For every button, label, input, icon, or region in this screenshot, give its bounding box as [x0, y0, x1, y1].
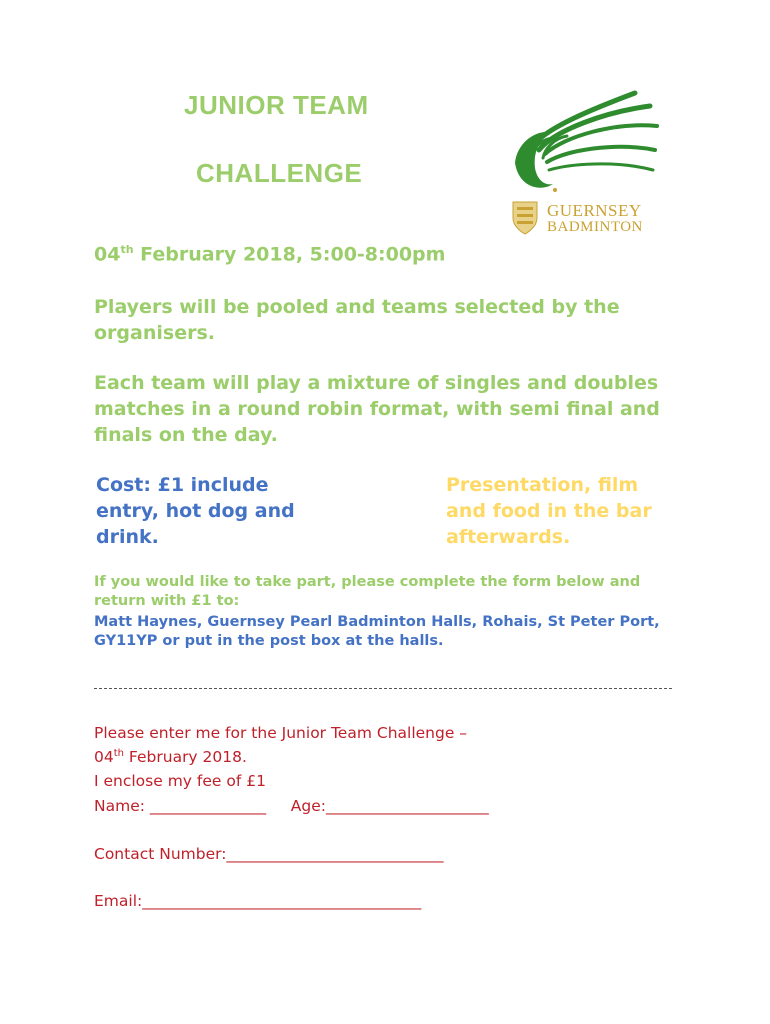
title-line-2: CHALLENGE — [196, 158, 363, 188]
cut-line-divider — [94, 688, 672, 689]
form-date-line: 04th February 2018. — [94, 748, 247, 767]
form-fee-line: I enclose my fee of £1 — [94, 772, 266, 790]
contact-number-field[interactable]: Contact Number:____________________________ — [94, 845, 444, 863]
instructions-text: If you would like to take part, please complete the form below and return with £1 to: — [94, 574, 641, 609]
name-age-field[interactable]: Name: _______________ Age:_____________________ — [94, 797, 489, 815]
cost-text: Cost: £1 include entry, hot dog and drink. — [96, 474, 295, 548]
return-address: Matt Haynes, Guernsey Pearl Badminton Halls, Rohais, St Peter Port, GY11YP or put in the post box at the halls. — [94, 614, 660, 649]
form-entry-line: Please enter me for the Junior Team Challenge – — [94, 724, 468, 742]
presentation-text: Presentation, film and food in the bar afterwards. — [446, 474, 652, 548]
logo-name-line2: BADMINTON — [547, 219, 643, 235]
logo-name-line1: GUERNSEY — [547, 201, 642, 220]
format-paragraph: Each team will play a mixture of singles and doubles matches in a round robin format, with semi final and finals on the day. — [94, 372, 660, 446]
logo-text — [547, 203, 643, 235]
players-paragraph: Players will be pooled and teams selected by the organisers. — [94, 296, 620, 344]
email-field[interactable]: Email:____________________________________ — [94, 892, 422, 910]
guernsey-crest-icon — [510, 200, 540, 236]
title-line-1: JUNIOR TEAM — [184, 90, 369, 120]
event-date: 04th February 2018, 5:00-8:00pm — [94, 243, 446, 266]
